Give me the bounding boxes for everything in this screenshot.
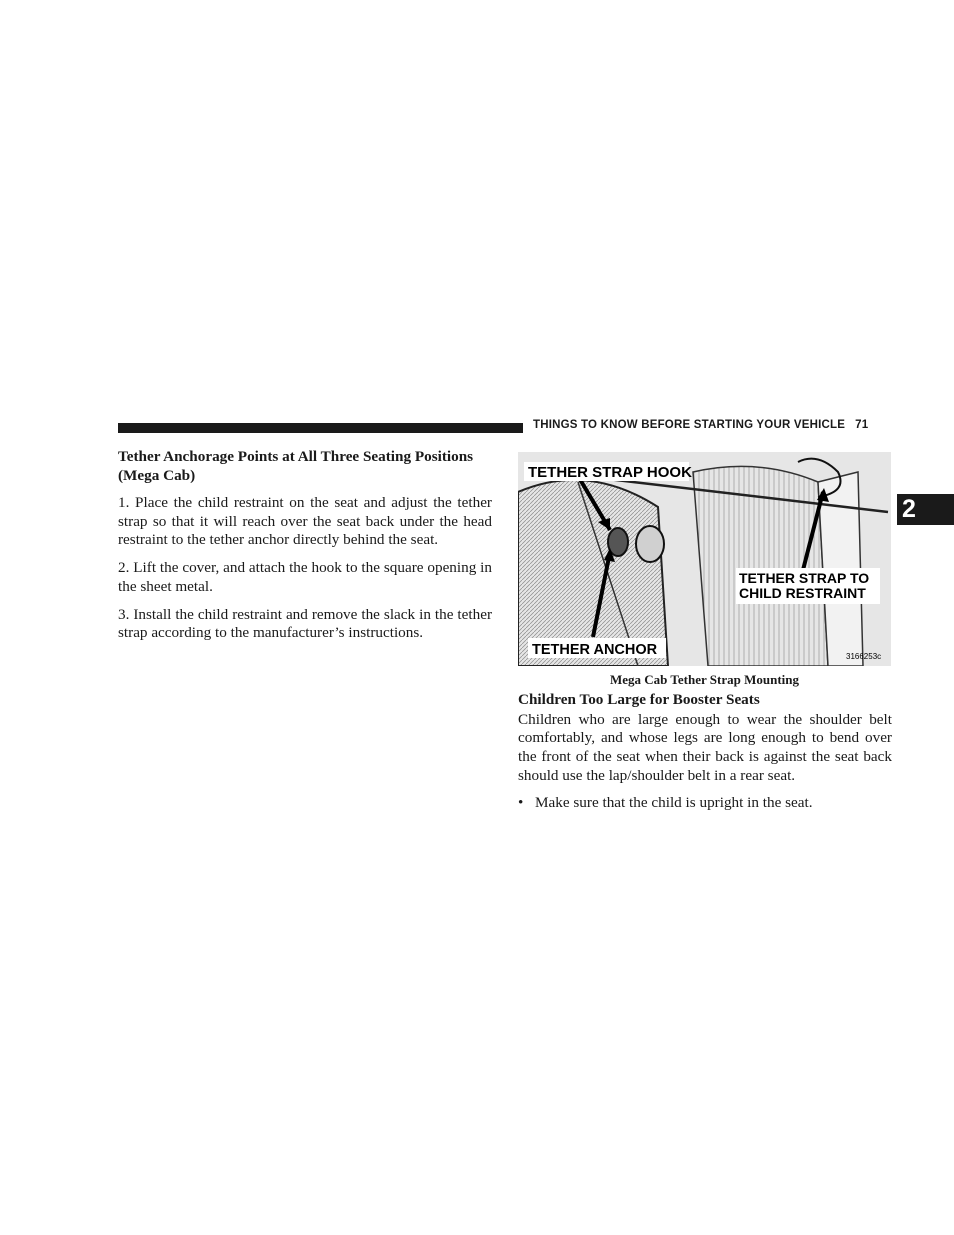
anchor-cover xyxy=(636,526,664,562)
step-3: 3. Install the child restraint and remove the slack in the tether strap according to the manufacturer’s instructions. xyxy=(118,605,492,642)
tether-figure xyxy=(518,452,891,666)
bullet-text: Make sure that the child is upright in the seat. xyxy=(535,794,813,812)
figure-caption: Mega Cab Tether Strap Mounting xyxy=(610,672,799,687)
label-strap-line2: CHILD RESTRAINT xyxy=(739,585,866,601)
chapter-tab: 2 xyxy=(897,494,954,525)
left-column xyxy=(118,448,492,652)
section-heading: Tether Anchorage Points at All Three Seating Positions (Mega Cab) xyxy=(118,448,474,484)
section-heading-booster: Children Too Large for Booster Seats xyxy=(518,691,760,708)
label-tether-anchor: TETHER ANCHOR xyxy=(532,642,658,658)
body-paragraph: Children who are large enough to wear the shoulder belt comfortably, and whose legs are long enough to bend over the front of the seat when their back is against the seat back should use the lap/shoulder belt in a rear seat. xyxy=(518,710,892,784)
label-tether-strap-hook: TETHER STRAP HOOK xyxy=(528,464,692,481)
step-2: 2. Lift the cover, and attach the hook to the square opening in the sheet metal. xyxy=(118,559,492,595)
running-header xyxy=(533,419,891,437)
bullet-marker: • xyxy=(518,794,524,812)
right-column xyxy=(518,691,892,813)
figure-code: 3166253c xyxy=(846,652,882,661)
step-1: 1. Place the child restraint on the seat and adjust the tether strap so that it will reach over the seat back under the head restraint to the tether anchor directly behind the seat. xyxy=(118,494,492,549)
bullet-item xyxy=(518,794,892,813)
page-number: 71 xyxy=(855,419,869,431)
label-strap-line1: TETHER STRAP TO xyxy=(739,570,870,586)
header-title: THINGS TO KNOW BEFORE STARTING YOUR VEHICLE xyxy=(533,419,846,431)
header-rule xyxy=(118,423,523,433)
tether-illustration xyxy=(518,452,891,666)
